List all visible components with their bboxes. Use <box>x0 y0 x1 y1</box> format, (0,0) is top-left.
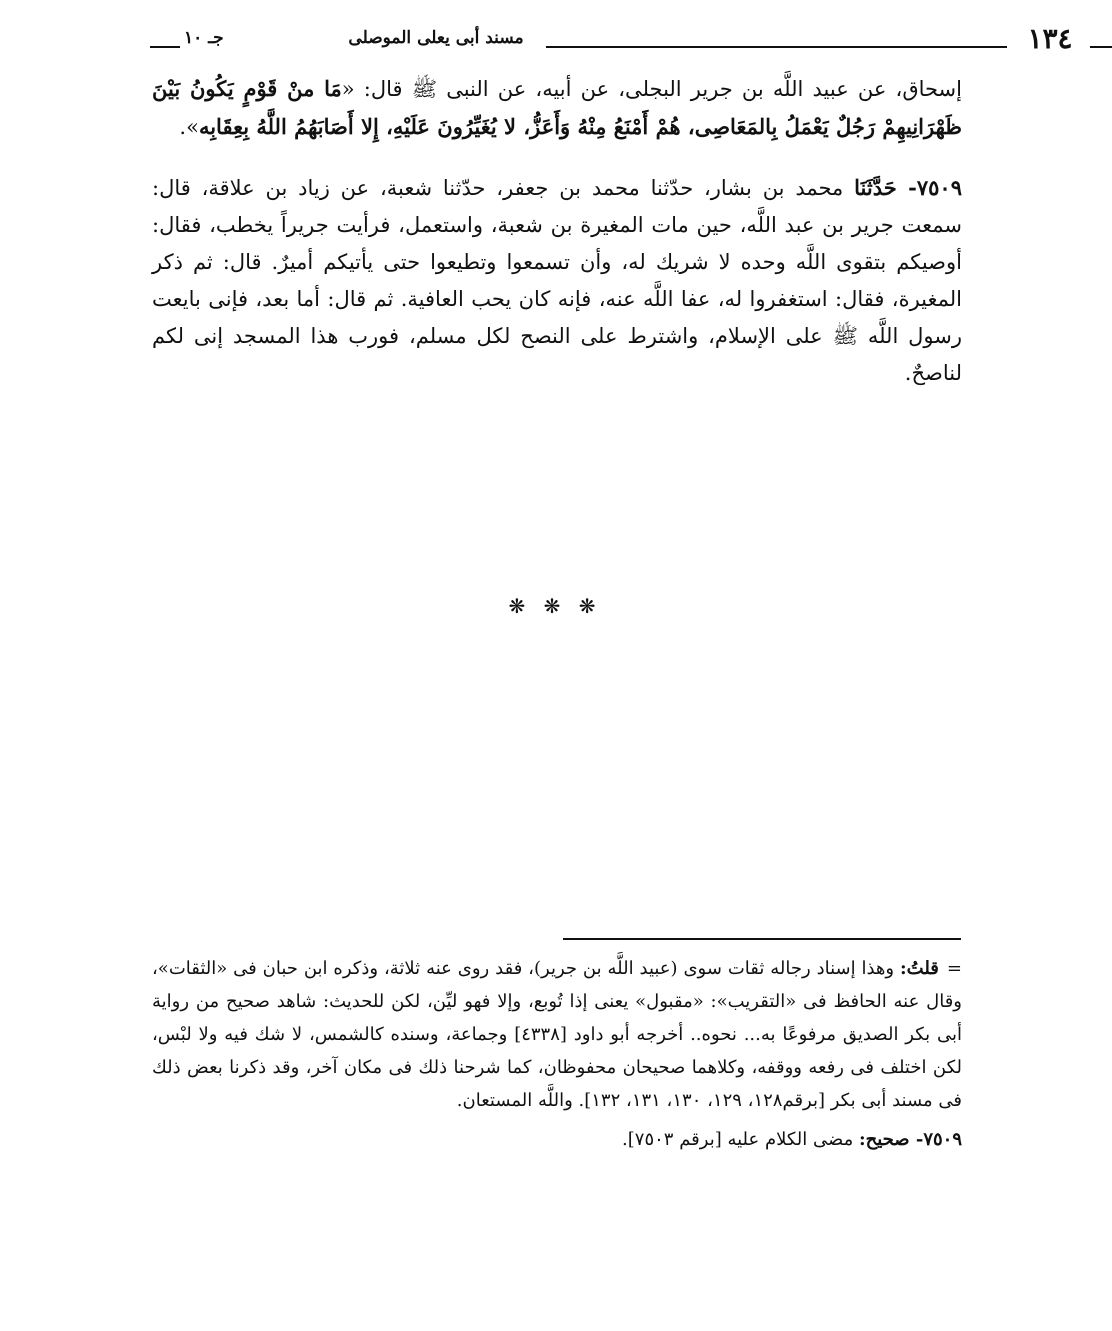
header-dash-right <box>1090 46 1112 48</box>
hadith-number: ٧٥٠٩ <box>916 175 962 200</box>
header-book-title: مسند أبى يعلى الموصلى <box>326 28 546 48</box>
continuation-marker: = <box>946 958 962 979</box>
footnote-2-number: ٧٥٠٩- صحيح: <box>858 1129 962 1150</box>
footnote-2 <box>152 1123 962 1156</box>
footnotes <box>152 952 962 1156</box>
footnote-rule <box>563 938 961 940</box>
header-volume: جـ ١٠ <box>184 28 224 48</box>
footnote-1 <box>152 952 962 1117</box>
footnote-2-text: مضى الكلام عليه [برقم ٧٥٠٣]. <box>622 1129 854 1150</box>
footnote-lead: قلتُ: <box>900 958 939 979</box>
header-rule-left <box>150 46 180 48</box>
haddathana-word: حَدَّثَنَا <box>854 175 897 200</box>
quote-close: ». <box>179 115 199 139</box>
main-text <box>152 70 962 392</box>
header-rule-middle <box>542 46 1007 48</box>
hadith-text: محمد بن بشار، حدّثنا محمد بن جعفر، حدّثنا شعبة، عن زياد بن علاقة، قال: سمعت جرير بن عبد اللَّه، حين مات المغيرة بن شعبة، واستعمل، فرأيت جريراً يخطب، فقال: أوصيكم بتقوى اللَّه وحده لا شريك له، وأن تسمعوا وتطيعوا حتى يأتيكم أميرٌ. قال: ثم ذكر المغيرة، فقال: استغفروا له، عفا اللَّه عنه، فإنه كان يحب العافية. ثم قال: أما بعد، فإنى بايعت رسول اللَّه ﷺ على الإسلام، واشترط على النصح لكل مسلم، فورب هذا المسجد إنى لكم لناصحٌ. <box>152 176 962 385</box>
footnote-1-text: وهذا إسناد رجاله ثقات سوى (عبيد اللَّه بن جرير)، فقد روى عنه ثلاثة، وذكره ابن حبان فى «الثقات»، وقال عنه الحافظ فى «التقريب»: «مقبول» يعنى إذا تُوبع، وإلا فهو ليِّن، لكن للحديث: شاهد صحيح من رواية أبى بكر الصديق مرفوعًا به... نحوه.. أخرجه أبو داود [٤٣٣٨] وجماعة، وسنده كالشمس، لا شك فيه ولا لبْس، لكن اختلف فى رفعه ووقفه، وكلاهما صحيحان محفوظان، كما شرحنا ذلك فى مكان آخر، وقد ذكرنا بعض ذلك فى مسند أبى بكر [برقم١٢٨، ١٢٩، ١٣٠، ١٣١، ١٣٢]. واللَّه المستعان. <box>152 958 962 1111</box>
section-separator: ❋ ❋ ❋ <box>508 594 602 618</box>
paragraph-hadith-7509: ٧٥٠٩- حَدَّثَنَا محمد بن بشار، حدّثنا محمد بن جعفر، حدّثنا شعبة، عن زياد بن علاقة، قال: سمعت جرير بن عبد اللَّه، حين مات المغيرة بن شعبة، واستعمل، فرأيت جريراً يخطب، فقال: أوصيكم بتقوى اللَّه وحده لا شريك له، وأن تسمعوا وتطيعوا حتى يأتيكم أميرٌ. قال: ثم ذكر المغيرة، فقال: استغفروا له، عفا اللَّه عنه، فإنه كان يحب العافية. ثم قال: أما بعد، فإنى بايعت رسول اللَّه ﷺ على الإسلام، واشترط على النصح لكل مسلم، فورب هذا المسجد إنى لكم لناصحٌ. <box>152 175 962 385</box>
paragraph-1 <box>152 70 962 146</box>
isnad-text: إسحاق، عن عبيد اللَّه بن جرير البجلى، عن أبيه، عن النبى ﷺ قال: « <box>341 77 962 101</box>
page-number: ١٣٤ <box>1027 22 1073 55</box>
running-header <box>150 22 1073 58</box>
hadith-matn: مَا منْ قَوْمٍ يَكُونُ بَيْنَ ظَهْرَانِيهِمْ رَجُلٌ يَعْمَلُ بِالمَعَاصِى، هُمْ أَمْنَعُ مِنْهُ وَأَعَزُّ، لا يُغَيِّرُونَ عَلَيْهِ، إِلا أَصَابَهُمُ اللَّهُ بِعِقَابِه <box>152 76 962 139</box>
